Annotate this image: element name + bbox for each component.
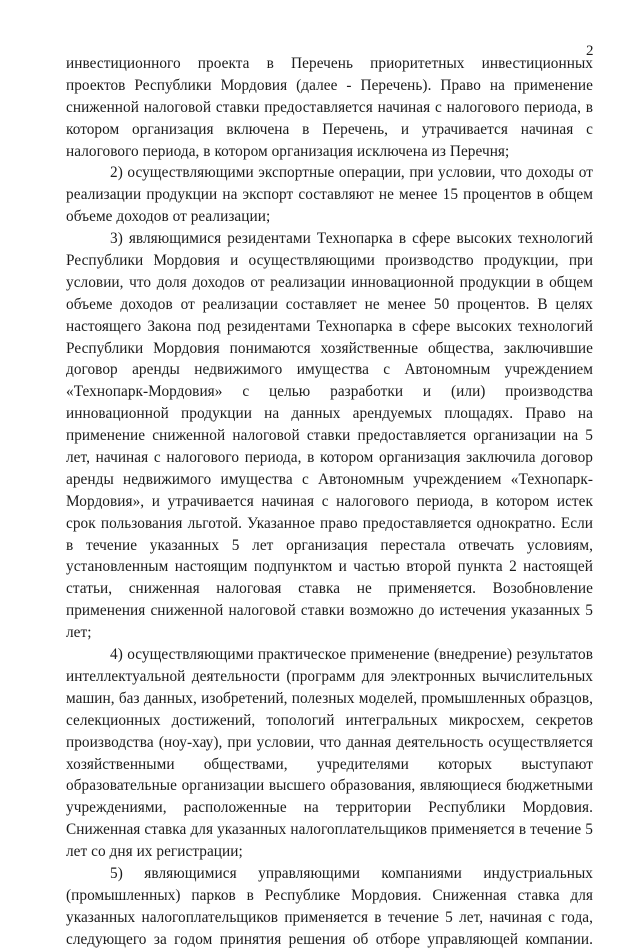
text-line: интеллектуальной деятельности (программ для электронных вычислительных [66, 667, 593, 685]
page-number: 2 [586, 43, 594, 59]
text-line: хозяйственными обществами, учредителями которых выступают [66, 755, 593, 773]
text-line: Республики Мордовия понимаются хозяйственные общества, заключившие [66, 339, 593, 357]
text-line: статьи, сниженная налоговая ставка не применяется. Возобновление [66, 580, 593, 598]
text-line: аренды недвижимого имущества с Автономным учреждением «Технопарк- [66, 470, 593, 488]
text-line: «Технопарк-Мордовия» с целью разработки и (или) производства [66, 383, 593, 401]
text-line: объеме доходов от реализации; [66, 208, 271, 226]
text-line: срок пользования льготой. Указанное право предоставляется однократно. Если [66, 514, 593, 532]
text-line: указанных налогоплательщиков применяется в течение 5 лет, начиная с года, [66, 908, 593, 926]
text-line: применения сниженной налоговой ставки возможно до истечения указанных 5 [66, 602, 593, 620]
text-line: машин, баз данных, изобретений, полезных моделей, промышленных образцов, [66, 689, 593, 707]
text-line: проектов Республики Мордовия (далее - Перечень). Право на применение [66, 76, 593, 94]
text-line: лет; [66, 624, 92, 642]
text-line: Сниженная ставка для указанных налогоплательщиков применяется в течение 5 [66, 821, 593, 839]
text-line: 3) являющимися резидентами Технопарка в сфере высоких технологий [110, 230, 593, 248]
text-line: в течение указанных 5 лет организация перестала отвечать условиям, [66, 536, 593, 554]
text-line: инвестиционного проекта в Перечень приоритетных инвестиционных [66, 55, 593, 72]
text-line: следующего за годом принятия решения об отборе управляющей компании. [66, 930, 593, 948]
text-line: применение сниженной налоговой ставки предоставляется организации на 5 [66, 427, 593, 445]
text-line: селекционных достижений, топологий интегральных микросхем, секретов [66, 711, 593, 729]
text-line: 2) осуществляющими экспортные операции, при условии, что доходы от [110, 164, 593, 182]
text-line: сниженной налоговой ставки предоставляется начиная с налогового периода, в [66, 98, 593, 116]
text-line: объеме доходов от реализации составляет не менее 50 процентов. В целях [66, 295, 593, 313]
text-line: налогового периода, в котором организация исключена из Перечня; [66, 142, 510, 160]
text-line: Республики Мордовия и осуществляющими производство продукции, при [66, 252, 593, 270]
text-line: производства (ноу-хау), при условии, что данная деятельность осуществляется [66, 733, 593, 751]
text-line: настоящего Закона под резидентами Технопарка в сфере высоких технологий [66, 317, 593, 335]
text-line: учреждениями, расположенные на территории Республики Мордовия. [66, 799, 593, 817]
text-line: (промышленных) парков в Республике Мордовия. Сниженная ставка для [66, 886, 593, 904]
text-line: 4) осуществляющими практическое применение (внедрение) результатов [110, 646, 593, 664]
text-line: договор аренды недвижимого имущества с Автономным учреждением [66, 361, 593, 379]
document-body [66, 53, 593, 951]
text-line: инновационной продукции на данных арендуемых площадях. Право на [66, 405, 593, 423]
text-line: установленным настоящим подпунктом и частью второй пункта 2 настоящей [66, 558, 593, 576]
text-line: лет со дня их регистрации; [66, 843, 243, 861]
text-line: 5) являющимися управляющими компаниями индустриальных [110, 864, 593, 882]
text-line: реализации продукции на экспорт составляют не менее 15 процентов в общем [66, 186, 593, 204]
text-line: образовательные организации высшего образования, являющиеся бюджетными [66, 777, 593, 795]
text-line: условии, что доля доходов от реализации инновационной продукции в общем [66, 273, 593, 291]
text-line: лет, начиная с налогового периода, в котором организация заключила договор [66, 449, 593, 467]
text-line: котором организация включена в Перечень, и утрачивается начиная с [66, 120, 593, 138]
text-line: Мордовия», и утрачивается начиная с налогового периода, в котором истек [66, 492, 593, 510]
